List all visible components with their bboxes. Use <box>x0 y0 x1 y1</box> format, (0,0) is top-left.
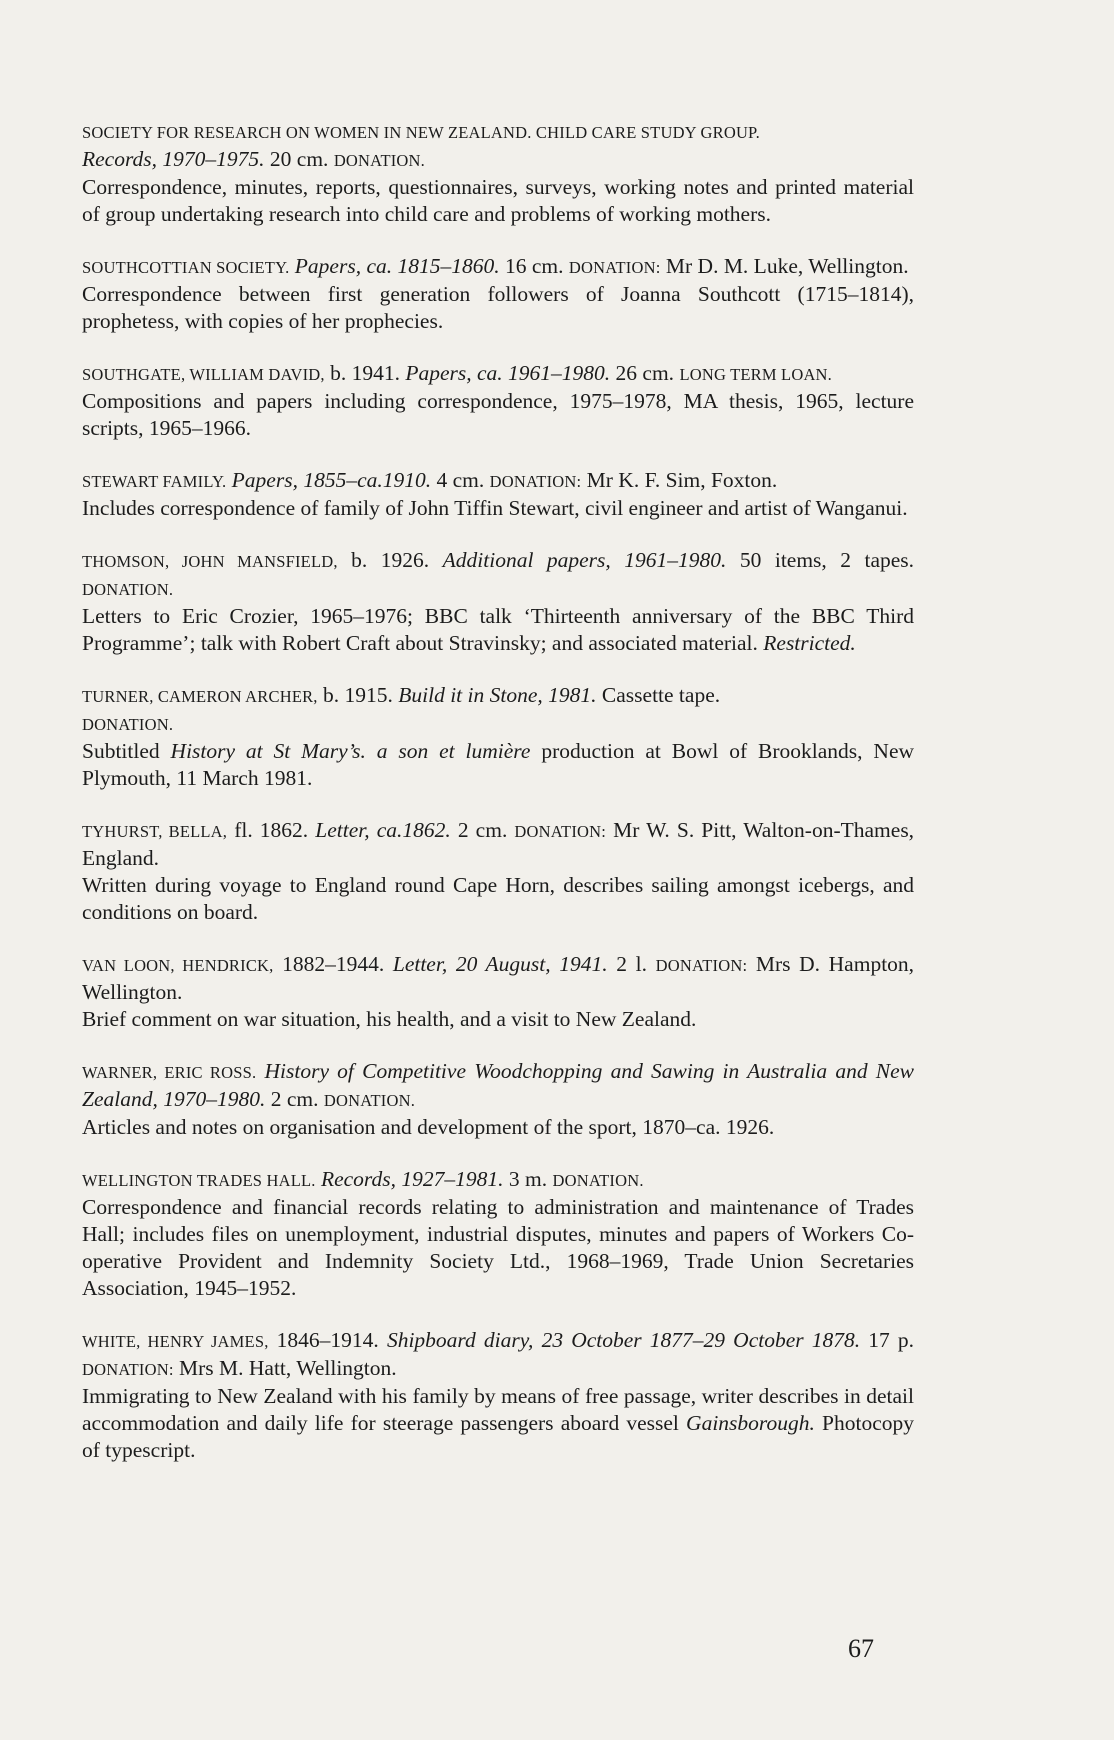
entry-name: WARNER, ERIC ROSS. <box>82 1063 257 1082</box>
description-italic: a son et lumière <box>376 739 531 763</box>
entry-description: Brief comment on war situation, his health, and a visit to New Zealand. <box>82 1007 697 1031</box>
entry-acquisition: DONATION. <box>333 151 425 170</box>
entry-name: SOUTHCOTTIAN SOCIETY. <box>82 258 290 277</box>
entry-extent: 3 m. <box>508 1167 548 1191</box>
entry-heading <box>82 1058 914 1114</box>
entry-heading <box>82 817 914 872</box>
entry-extent: 4 cm. <box>436 468 485 492</box>
description-text: Immigrating to New Zealand with his family by means of free passage, writer describes in detail accommodation and daily life for steerage passengers aboard vessel <box>82 1384 914 1435</box>
entry-title: Records, 1927–1981. <box>320 1167 504 1191</box>
entry-acquisition: LONG TERM LOAN. <box>679 365 833 384</box>
catalogue-entry <box>82 547 914 657</box>
entry-description: Written during voyage to England round Cape Horn, describes sailing amongst icebergs, and conditions on board. <box>82 873 914 924</box>
catalogue-entry <box>82 467 914 522</box>
entry-acquisition: DONATION. <box>82 580 174 599</box>
entry-dates: 1846–1914. <box>276 1328 379 1352</box>
entry-heading <box>82 1327 914 1383</box>
entry-dates: fl. 1862. <box>234 818 309 842</box>
catalogue-entry <box>82 951 914 1033</box>
entry-heading <box>82 467 914 495</box>
entry-dates: b. 1926. <box>351 548 430 572</box>
entry-title: Shipboard diary, 23 October 1877–29 October 1878. <box>386 1328 861 1352</box>
catalogue-entry <box>82 817 914 926</box>
entry-source: Mr K. F. Sim, Foxton. <box>586 468 778 492</box>
entry-description: Includes correspondence of family of John Tiffin Stewart, civil engineer and artist of Wanganui. <box>82 496 908 520</box>
catalogue-page <box>82 118 914 1489</box>
entry-dates: b. 1915. <box>323 683 393 707</box>
catalogue-entry <box>82 1166 914 1302</box>
catalogue-entry <box>82 1058 914 1141</box>
entry-title: Records, 1970–1975. <box>82 147 265 171</box>
entry-extent: 16 cm. <box>504 254 564 278</box>
entry-acquisition: DONATION: <box>489 472 582 491</box>
catalogue-entry <box>82 682 914 792</box>
entry-extent: 20 cm. <box>269 147 329 171</box>
entry-source: Mrs M. Hatt, Wellington. <box>179 1356 397 1380</box>
entry-description: Articles and notes on organisation and development of the sport, 1870–ca. 1926. <box>82 1115 775 1139</box>
description-text: production at Bowl of Brooklands, New Plymouth, 11 March 1981. <box>82 739 915 790</box>
entry-extent: 50 items, 2 tapes. <box>739 548 915 572</box>
entry-title: Papers, ca. 1961–1980. <box>405 361 611 385</box>
entry-title: Papers, 1855–ca.1910. <box>231 468 432 492</box>
description-italic: History at St Mary’s. <box>170 739 366 763</box>
entry-title: Letter, ca.1862. <box>315 818 451 842</box>
description-tail: Photocopy of typescript. <box>82 1411 914 1462</box>
entry-heading <box>82 118 914 174</box>
entry-dates: b. 1941. <box>330 361 400 385</box>
entry-name: SOCIETY FOR RESEARCH ON WOMEN IN NEW ZEALAND. CHILD CARE STUDY GROUP. <box>82 123 760 142</box>
entry-name: THOMSON, JOHN MANSFIELD, <box>82 552 338 571</box>
entry-description <box>82 603 914 657</box>
entry-source: Mrs D. Hampton, Wellington. <box>82 952 915 1004</box>
entry-title: Additional papers, 1961–1980. <box>442 548 727 572</box>
entry-description: Compositions and papers including correspondence, 1975–1978, MA thesis, 1965, lecture scripts, 1965–1966. <box>82 389 914 440</box>
entry-acquisition: DONATION: <box>82 1360 174 1379</box>
entry-extent: 17 p. <box>868 1328 915 1352</box>
entry-heading <box>82 547 914 603</box>
entry-acquisition: DONATION. <box>552 1171 644 1190</box>
entry-description: Correspondence between first generation followers of Joanna Southcott (1715–1814), prophetess, with copies of her prophecies. <box>82 282 914 333</box>
entry-acquisition: DONATION: <box>655 956 748 975</box>
entry-description: Correspondence, minutes, reports, questionnaires, surveys, working notes and printed material of group undertaking research into child care and problems of working mothers. <box>82 175 914 226</box>
entry-name: TYHURST, BELLA, <box>82 822 228 841</box>
catalogue-entry <box>82 360 914 442</box>
catalogue-entry <box>82 1327 914 1464</box>
entry-acquisition: DONATION: <box>568 258 661 277</box>
entry-title: Build it in Stone, 1981. <box>398 683 597 707</box>
entry-extent: 2 cm. <box>270 1087 319 1111</box>
entry-extent: 2 cm. <box>457 818 508 842</box>
entry-extent: 2 l. <box>616 952 647 976</box>
catalogue-entry <box>82 253 914 335</box>
description-lead: Subtitled <box>82 739 160 763</box>
entry-description <box>82 738 914 792</box>
entry-name: WELLINGTON TRADES HALL. <box>82 1171 316 1190</box>
entry-name: SOUTHGATE, WILLIAM DAVID, <box>82 365 325 384</box>
entry-title: Papers, ca. 1815–1860. <box>294 254 500 278</box>
entry-description: Correspondence and financial records relating to administration and maintenance of Trades Hall; includes files on unemployment, industrial disputes, minutes and papers of Workers Co-operative Provident and Indemnity Society Ltd., 1968–1969, Trade Union Secretaries Association, 1945–1952. <box>82 1195 914 1300</box>
vessel-name: Gainsborough. <box>686 1411 815 1435</box>
restriction-note: Restricted. <box>763 631 856 655</box>
entry-source: Mr D. M. Luke, Wellington. <box>665 254 909 278</box>
entry-dates: 1882–1944. <box>282 952 385 976</box>
entry-name: VAN LOON, HENDRICK, <box>82 956 274 975</box>
description-text: Letters to Eric Crozier, 1965–1976; BBC talk ‘Thirteenth anniversary of the BBC Third Programme’; talk with Robert Craft about Stravinsky; and associated material. <box>82 604 914 655</box>
entry-acquisition: DONATION. <box>82 715 174 734</box>
entry-heading <box>82 360 914 388</box>
page-number: 67 <box>848 1634 874 1663</box>
entry-name: STEWART FAMILY. <box>82 472 227 491</box>
entry-source: Mr W. S. Pitt, Walton-on-Thames, England. <box>82 818 915 870</box>
entry-heading <box>82 253 914 281</box>
entry-name: TURNER, CAMERON ARCHER, <box>82 687 318 706</box>
entry-heading <box>82 1166 914 1194</box>
entry-heading <box>82 682 914 738</box>
entry-acquisition: DONATION. <box>323 1091 416 1110</box>
entry-title: History of Competitive Woodchopping and Sawing in Australia and New Zealand, 1970–1980. <box>82 1059 915 1111</box>
entry-description <box>82 1383 914 1464</box>
entry-extent: Cassette tape. <box>601 683 721 707</box>
entry-acquisition: DONATION: <box>514 822 607 841</box>
entry-extent: 26 cm. <box>615 361 675 385</box>
entry-name: WHITE, HENRY JAMES, <box>82 1332 269 1351</box>
entry-title: Letter, 20 August, 1941. <box>392 952 608 976</box>
entry-heading <box>82 951 914 1006</box>
catalogue-entry <box>82 118 914 228</box>
